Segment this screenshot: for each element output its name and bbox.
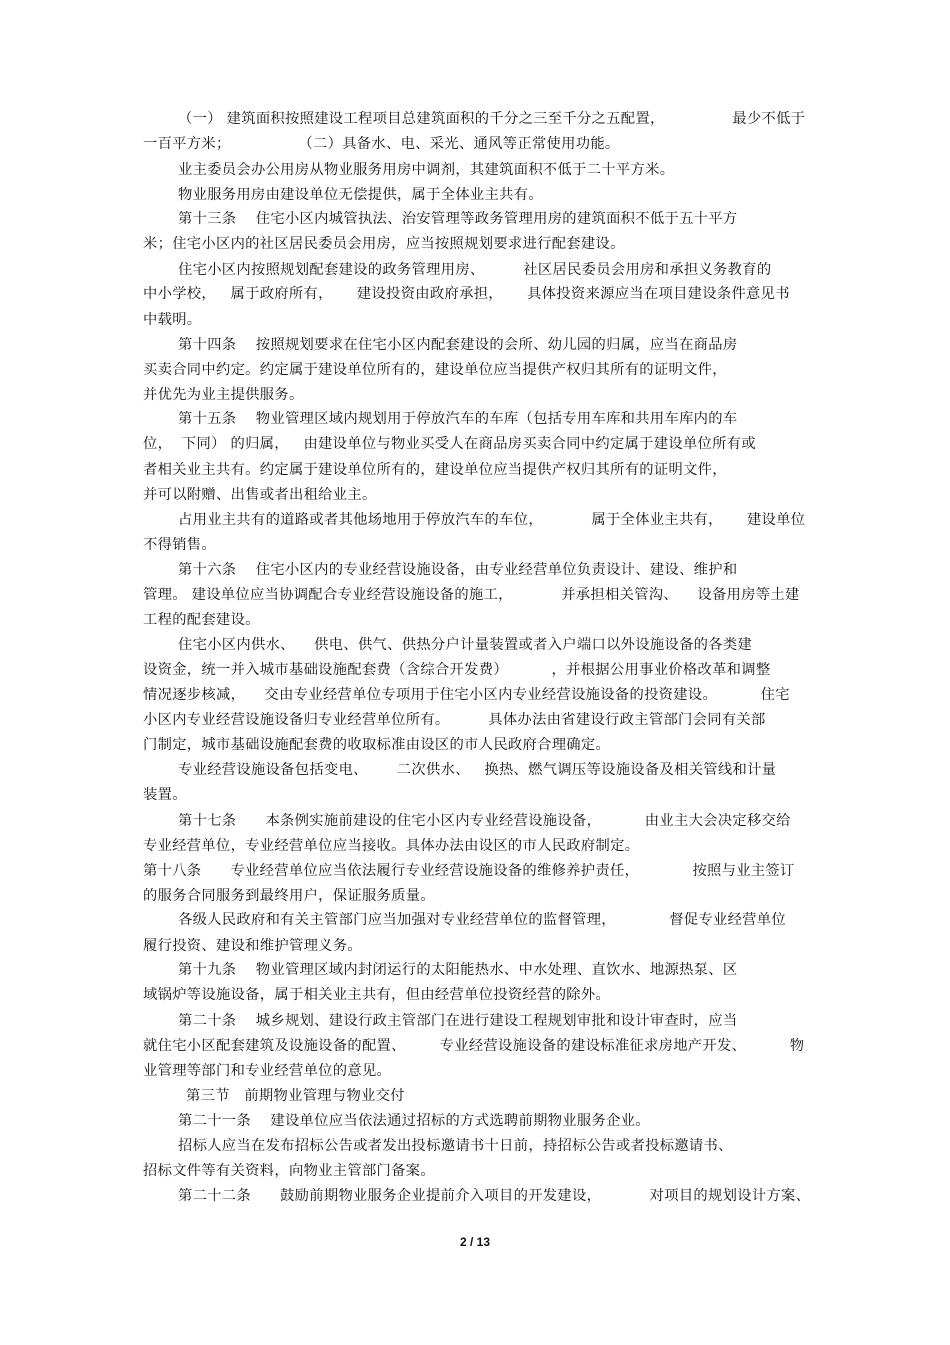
text-line: 住宅小区内供水、 供电、供气、供热分户计量装置或者入户端口以外设施设备的各类建	[178, 637, 753, 653]
text-line: 一百平方米； （二）具备水、电、采光、通风等正常使用功能。	[143, 136, 620, 152]
text-line: 位， 下同） 的归属， 由建设单位与物业买受人在商品房买卖合同中约定属于建设单位所有或	[143, 436, 756, 452]
text-line: 并优先为业主提供服务。	[143, 387, 304, 403]
text-line: 中小学校， 属于政府所有， 建设投资由政府承担， 具体投资来源应当在项目建设条件意见书	[143, 286, 790, 302]
text-line: 情况逐步核减， 交由专业经营单位专项用于住宅小区内专业经营设施设备的投资建设。 住宅	[143, 687, 790, 703]
text-line: 招标人应当在发布招标公告或者发出投标邀请书十日前，持招标公告或者投标邀请书、	[178, 1138, 733, 1154]
text-line: 物业服务用房由建设单位无偿提供，属于全体业主共有。	[178, 187, 543, 203]
text-line: 第十四条 按照规划要求在住宅小区内配套建设的会所、幼儿园的归属，应当在商品房	[178, 337, 738, 353]
text-line: 住宅小区内按照规划配套建设的政务管理用房、 社区居民委员会用房和承担义务教育的	[178, 262, 772, 278]
text-line: 中载明。	[143, 312, 202, 328]
text-line: 设资金，统一并入城市基础设施配套费（含综合开发费） ，并根据公用事业价格改革和调整	[143, 662, 771, 678]
text-line: 各级人民政府和有关主管部门应当加强对专业经营单位的监督管理， 督促专业经营单位	[178, 912, 786, 928]
text-line: 第二十二条 鼓励前期物业服务企业提前介入项目的开发建设， 对项目的规划设计方案、	[178, 1188, 811, 1204]
text-line: 第十八条 专业经营单位应当依法履行专业经营设施设备的维修养护责任， 按照与业主签订	[143, 863, 795, 879]
page-number: 2 / 13	[459, 1235, 491, 1249]
text-line: 第十五条 物业管理区域内规划用于停放汽车的车库（包括专用车库和共用车库内的车	[178, 411, 738, 427]
text-line: 专业经营设施设备包括变电、 二次供水、 换热、燃气调压等设施设备及相关管线和计量	[178, 762, 777, 778]
text-line: 米；住宅小区内的社区居民委员会用房，应当按照规划要求进行配套建设。	[143, 236, 625, 252]
text-line: 门制定，城市基础设施配套费的收取标准由设区的市人民政府合理确定。	[143, 737, 611, 753]
text-line: 第三节 前期物业管理与物业交付	[186, 1088, 405, 1104]
text-line: 小区内专业经营设施设备归专业经营单位所有。 具体办法由省建设行政主管部门会同有关部	[143, 712, 766, 728]
text-line: （一） 建筑面积按照建设工程项目总建筑面积的千分之三至千分之五配置， 最少不低于	[178, 111, 806, 127]
text-line: 第二十条 城乡规划、建设行政主管部门在进行建设工程规划审批和设计审查时，应当	[178, 1013, 738, 1029]
text-line: 装置。	[143, 787, 187, 803]
text-line: 业管理等部门和专业经营单位的意见。	[143, 1063, 392, 1079]
text-line: 买卖合同中约定。约定属于建设单位所有的，建设单位应当提供产权归其所有的证明文件，	[143, 362, 727, 378]
text-line: 第十九条 物业管理区域内封闭运行的太阳能热水、中水处理、直饮水、地源热泵、区	[178, 962, 738, 978]
text-line: 就住宅小区配套建筑及设施设备的配置、 专业经营设施设备的建设标准征求房地产开发、 物	[143, 1038, 805, 1054]
text-line: 者相关业主共有。约定属于建设单位所有的，建设单位应当提供产权归其所有的证明文件，	[143, 462, 727, 478]
text-line: 域锅炉等设施设备，属于相关业主共有，但由经营单位投资经营的除外。	[143, 987, 611, 1003]
text-line: 业主委员会办公用房从物业服务用房中调剂，其建筑面积不低于二十平方米。	[178, 162, 675, 178]
text-line: 工程的配套建设。	[143, 612, 260, 628]
text-line: 并可以附赠、出售或者出租给业主。	[143, 487, 377, 503]
text-line: 管理。 建设单位应当协调配合专业经营设施设备的施工， 并承担相关管沟、 设备用房等土建	[143, 587, 800, 603]
text-line: 专业经营单位，专业经营单位应当接收。具体办法由设区的市人民政府制定。	[143, 838, 640, 854]
text-line: 招标文件等有关资料，向物业主管部门备案。	[143, 1163, 435, 1179]
text-line: 不得销售。	[143, 537, 216, 553]
text-line: 的服务合同服务到最终用户，保证服务质量。	[143, 888, 435, 904]
text-line: 占用业主共有的道路或者其他场地用于停放汽车的车位， 属于全体业主共有， 建设单位	[178, 512, 806, 528]
text-line: 第十六条 住宅小区内的专业经营设施设备，由专业经营单位负责设计、建设、维护和	[178, 562, 738, 578]
text-line: 第十七条 本条例实施前建设的住宅小区内专业经营设施设备， 由业主大会决定移交给	[178, 813, 791, 829]
text-line: 第二十一条 建设单位应当依法通过招标的方式选聘前期物业服务企业。	[178, 1113, 650, 1129]
text-line: 第十三条 住宅小区内城管执法、治安管理等政务管理用房的建筑面积不低于五十平方	[178, 211, 738, 227]
text-line: 履行投资、建设和维护管理义务。	[143, 938, 362, 954]
